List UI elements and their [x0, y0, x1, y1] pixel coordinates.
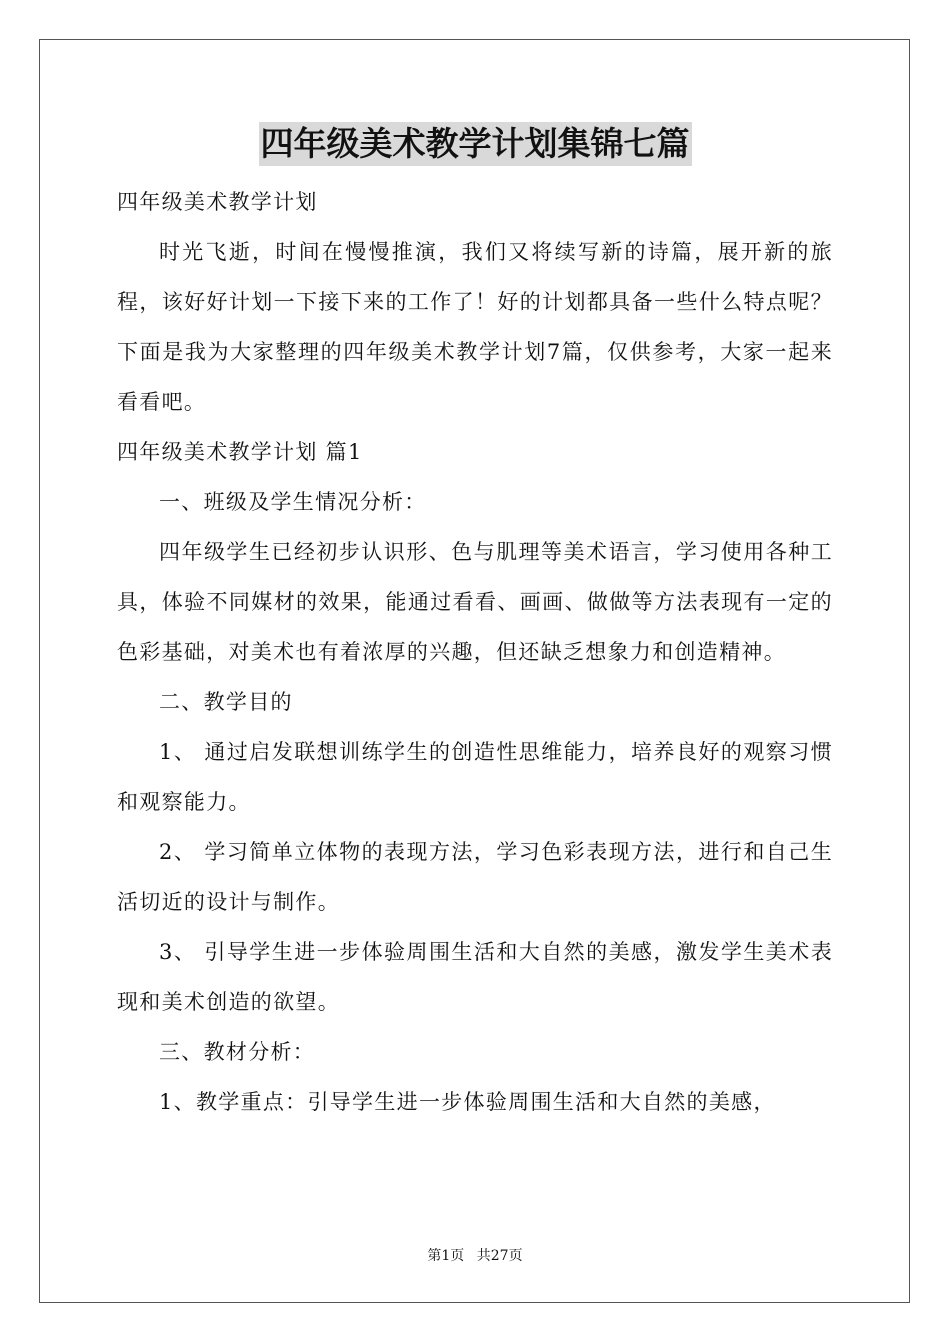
document-title: 四年级美术教学计划集锦七篇: [259, 122, 692, 166]
title-container: [0, 122, 950, 166]
goal-item-2: 2、 学习简单立体物的表现方法，学习色彩表现方法，进行和自己生活切近的设计与制作。: [117, 840, 833, 914]
document-body: [117, 177, 833, 1127]
intro-paragraph: 时光飞逝，时间在慢慢推演，我们又将续写新的诗篇，展开新的旅程，该好好计划一下接下来的工作了！好的计划都具备一些什么特点呢？下面是我为大家整理的四年级美术教学计划7篇，仅供参考，大家一起来看看吧。: [117, 240, 833, 414]
page-footer: [0, 1246, 950, 1266]
subheading-material-analysis: 三、教材分析：: [159, 1040, 316, 1064]
page-number: 第1页: [427, 1248, 465, 1264]
goal-item-3: 3、 引导学生进一步体验周围生活和大自然的美感，激发学生美术表现和美术创造的欲望。: [117, 940, 833, 1014]
subheading-class-analysis: 一、班级及学生情况分析：: [159, 490, 427, 514]
subheading-teaching-goals: 二、教学目的: [159, 690, 293, 714]
chapter-heading: 四年级美术教学计划 篇1: [117, 440, 363, 464]
paragraph-student-analysis: 四年级学生已经初步认识形、色与肌理等美术语言，学习使用各种工具，体验不同媒材的效果，能通过看看、画画、做做等方法表现有一定的色彩基础，对美术也有着浓厚的兴趣，但还缺乏想象力和创造精神。: [117, 540, 833, 664]
goal-item-1: 1、 通过启发联想训练学生的创造性思维能力，培养良好的观察习惯和观察能力。: [117, 740, 833, 814]
page-total: 共27页: [476, 1248, 523, 1264]
section-heading: 四年级美术教学计划: [117, 190, 318, 214]
material-item-1: 1、教学重点：引导学生进一步体验周围生活和大自然的美感，: [159, 1090, 776, 1114]
